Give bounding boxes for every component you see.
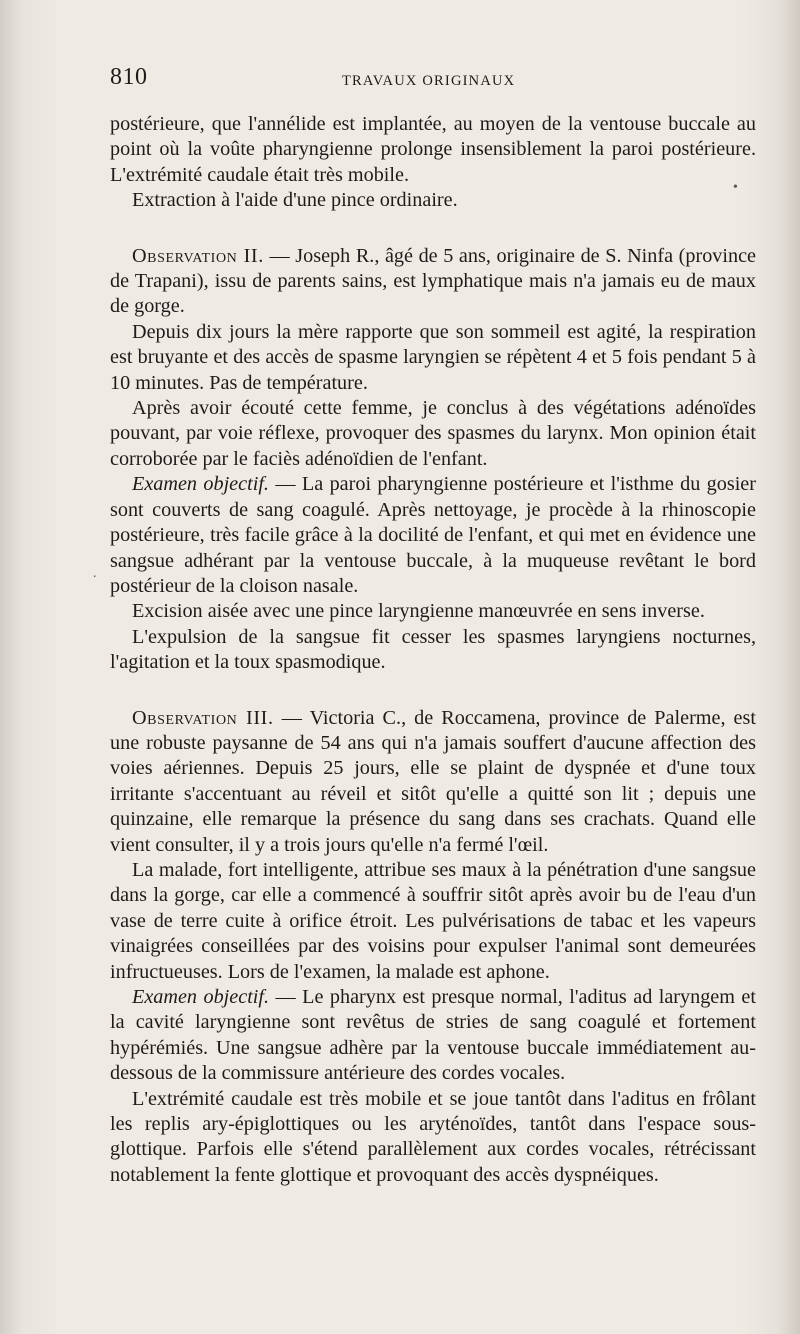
observation-2-intro: — Joseph R., âgé de 5 ans, originaire de S. Ninfa (province de Trapani), issu de parents sains, est lymphatique mais n'a jamais eu de maux de gorge. [110,244,757,318]
paragraph: Depuis dix jours la mère rapporte que son sommeil est agité, la respiration est bruyante et des accès de spasme laryngien se répètent 4 et 5 fois pendant 5 à 10 minutes. Pas de température. [110,320,756,394]
observation-3-paragraph [110,706,756,858]
print-speck: • [733,180,738,195]
paragraph: Extraction à l'aide d'une pince ordinaire. [132,189,458,212]
paragraph: Après avoir écouté cette femme, je conclus à des végétations adénoïdes pouvant, par voie réflexe, provoquer des spasmes du larynx. Mon opinion était corroborée par le faciès adénoïdien de l'enfant. [110,397,756,470]
paragraph: La malade, fort intelligente, attribue ses maux à la pénétration d'une sangsue dans la gorge, car elle a commencé à souffrir sitôt après avoir bu de l'eau d'un vase de terre cuite à orifice étroit. Les pulvérisations de tabac et les vapeurs vinaigrées conseillées par des voisins pour expulser l'animal sont demeurées infructueuses. Lors de l'examen, la malade est aphone. [110,858,756,983]
paragraph: Excision aisée avec une pince laryngienne manœuvrée en sens inverse. [132,600,705,623]
paragraph: postérieure, que l'annélide est implantée, au moyen de la ventouse buccale au point où la voûte pharyngienne prolonge insensiblement la paroi postérieure. L'extrémité caudale était très mobile. [110,113,756,186]
exam-label: Examen objectif. [132,473,269,496]
page-header [110,64,670,100]
observation-2-heading: Observation II. [132,244,264,267]
print-speck: . [93,566,97,581]
observation-3-intro: — Victoria C., de Roccamena, province de Palerme, est une robuste paysanne de 54 ans qui n'a jamais souffert d'aucune affection des voies aériennes. Depuis 25 jours, elle se plaint de dyspnée et d'une toux irritante s'accentuant au réveil et sitôt qu'elle a quitté son lit ; depuis une quinzaine, elle remarque la présence du sang dans ses crachats. Quand elle vient consulter, il y a trois jours qu'elle n'a fermé l'œil. [110,706,756,856]
body-text [110,112,756,1188]
paragraph: L'extrémité caudale est très mobile et se joue tantôt dans l'aditus en frôlant les replis ary-épiglottiques ou les aryténoïdes, tantôt dans l'espace sous-glottique. Parfois elle s'étend parallèlement aux cordes vocales, rétrécissant notablement la fente glottique et provoquant des accès dyspnéiques. [110,1087,756,1186]
running-title: TRAVAUX ORIGINAUX [342,73,516,89]
exam-paragraph [110,472,756,599]
paragraph: L'expulsion de la sangsue fit cesser les spasmes laryngiens nocturnes, l'agitation et la toux spasmodique. [110,625,756,674]
observation-2-paragraph [110,244,756,320]
exam-paragraph [110,985,756,1087]
exam-text: — Le pharynx est presque normal, l'aditus ad laryngem et la cavité laryngienne sont revêtus de stries de sang coagulé et fortement hypérémiés. Une sangsue adhère par la ventouse buccale immédiatement au-dessous de la commissure antérieure des cordes vocales. [110,986,756,1085]
page-number: 810 [110,64,148,90]
exam-label: Examen objectif. [132,986,270,1008]
observation-3-heading: Observation III. [132,706,274,729]
exam-text: — La paroi pharyngienne postérieure et l'isthme du gosier sont couverts de sang coagulé. Après nettoyage, je procède à la rhinoscopie postérieure, très facile grâce à la docilité de l'enfant, et qui met en évidence une sangsue adhérant par la ventouse buccale, à la muqueuse revêtant le bord postérieur de la cloison nasale. [110,473,756,597]
